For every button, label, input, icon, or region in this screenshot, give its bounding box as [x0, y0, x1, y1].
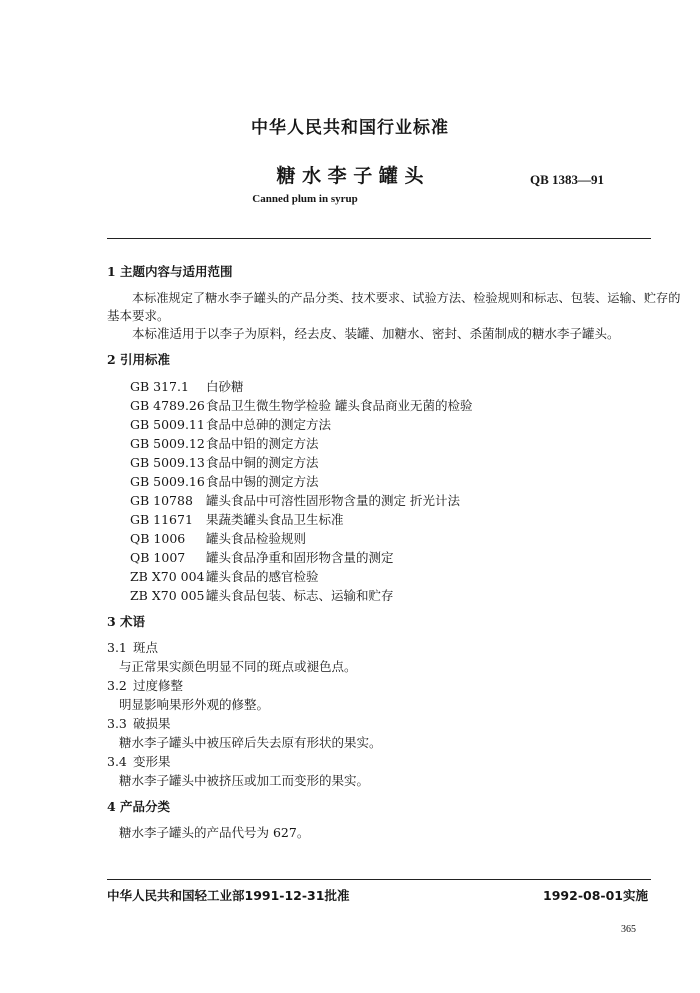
section-4-heading: 4 产品分类: [107, 799, 171, 814]
reference-item: [130, 396, 472, 414]
term-name: 过度修整: [133, 678, 184, 693]
term-name: 变形果: [133, 754, 171, 769]
term-number: 3.4: [107, 754, 127, 769]
reference-code: GB 10788: [130, 493, 193, 508]
term-definition: 糖水李子罐头中被压碎后失去原有形状的果实。: [119, 735, 382, 750]
term-heading: [107, 638, 158, 656]
reference-title: 白砂糖: [206, 379, 244, 394]
reference-code: GB 5009.13: [130, 455, 205, 470]
reference-title: 罐头食品的感官检验: [206, 569, 319, 584]
term-heading: [107, 676, 183, 694]
reference-title: 食品卫生微生物学检验 罐头食品商业无菌的检验: [206, 398, 473, 413]
reference-item: [130, 453, 319, 471]
reference-title: 果蔬类罐头食品卫生标准: [206, 512, 344, 527]
reference-code: QB 1006: [130, 531, 186, 546]
term-definition: 糖水李子罐头中被挤压或加工而变形的果实。: [119, 773, 370, 788]
section-1-paragraph-1-line-2: 基本要求。: [107, 308, 170, 323]
section-1-paragraph-2: 本标准适用于以李子为原料，经去皮、装罐、加糖水、密封、杀菌制成的糖水李子罐头。: [132, 326, 620, 341]
section-2-heading: 2 引用标准: [107, 352, 171, 367]
reference-code: GB 5009.12: [130, 436, 205, 451]
reference-title: 罐头食品检验规则: [206, 531, 307, 546]
org-title: 中华人民共和国行业标准: [251, 118, 449, 138]
reference-code: GB 11671: [130, 512, 193, 527]
doc-subtitle-en: Canned plum in syrup: [252, 193, 358, 205]
term-name: 破损果: [133, 716, 171, 731]
term-number: 3.1: [107, 640, 127, 655]
term-number: 3.2: [107, 678, 127, 693]
reference-item: [130, 510, 344, 528]
reference-code: ZB X70 004: [130, 569, 205, 584]
term-name: 斑点: [133, 640, 159, 655]
reference-item: [130, 491, 460, 509]
reference-item: [130, 548, 394, 566]
term-heading: [107, 714, 171, 732]
doc-code: QB 1383—91: [530, 172, 605, 187]
reference-title: 罐头食品净重和固形物含量的测定: [206, 550, 394, 565]
approval-text: 中华人民共和国轻工业部1991-12-31批准: [107, 888, 350, 903]
section-1-heading: 1 主题内容与适用范围: [107, 264, 233, 279]
section-3-heading: 3 术语: [107, 614, 146, 629]
page-number: 365: [621, 924, 636, 935]
section-4-paragraph-1: 糖水李子罐头的产品代号为 627。: [119, 825, 310, 840]
reference-item: [130, 377, 244, 395]
reference-title: 食品中总砷的测定方法: [206, 417, 332, 432]
reference-item: [130, 586, 394, 604]
reference-title: 罐头食品中可溶性固形物含量的测定 折光计法: [206, 493, 460, 508]
header-rule: [107, 238, 651, 239]
section-1-paragraph-1-line-1: 本标准规定了糖水李子罐头的产品分类、技术要求、试验方法、检验规则和标志、包装、运输、贮存的: [132, 291, 681, 305]
reference-title: 罐头食品包装、标志、运输和贮存: [206, 588, 394, 603]
term-heading: [107, 752, 171, 770]
term-definition: 明显影响果形外观的修整。: [119, 697, 270, 712]
reference-code: GB 317.1: [130, 379, 189, 394]
doc-title: 糖 水 李 子 罐 头: [276, 165, 424, 187]
term-definition: 与正常果实颜色明显不同的斑点或褪色点。: [119, 659, 357, 674]
reference-item: [130, 415, 331, 433]
reference-item: [130, 567, 319, 585]
footer-rule: [107, 879, 651, 880]
reference-title: 食品中铅的测定方法: [206, 436, 319, 451]
effective-date-text: 1992-08-01实施: [543, 888, 648, 903]
term-number: 3.3: [107, 716, 127, 731]
reference-code: QB 1007: [130, 550, 186, 565]
reference-title: 食品中锡的测定方法: [206, 474, 319, 489]
reference-code: GB 5009.16: [130, 474, 205, 489]
reference-title: 食品中铜的测定方法: [206, 455, 319, 470]
reference-code: GB 5009.11: [130, 417, 205, 432]
reference-item: [130, 472, 319, 490]
reference-item: [130, 529, 306, 547]
reference-code: ZB X70 005: [130, 588, 205, 603]
reference-item: [130, 434, 319, 452]
reference-code: GB 4789.26: [130, 398, 205, 413]
